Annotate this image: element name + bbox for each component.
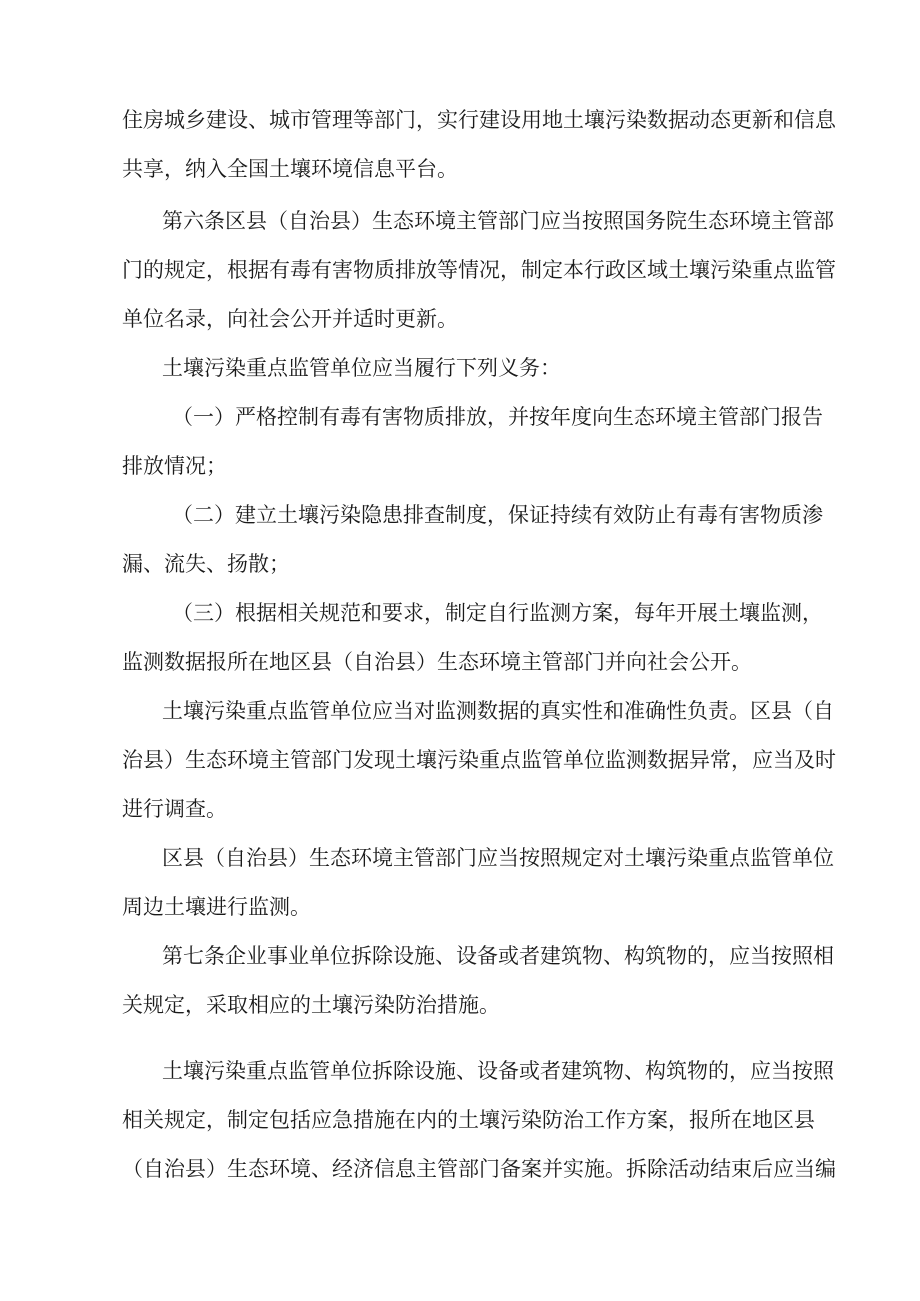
document-page: 住房城乡建设、城市管理等部门，实行建设用地土壤污染数据动态更新和信息 共享，纳入全国土壤环境信息平台。 第六条区县（自治县）生态环境主管部门应当按照国务院生态环境主管部 门的规定，根据有毒有害物质排放等情况，制定本行政区域土壤污染重点监管 单位名录，向社会公开并适时更新。 土壤污染重点监管单位应当履行下列义务： （一）严格控制有毒有害物质排放，并按年度向生态环境主管部门报告 排放情况； （二）建立土壤污染隐患排查制度，保证持续有效防止有毒有害物质渗 漏、流失、扬散； （三）根据相关规范和要求，制定自行监测方案，每年开展土壤监测， 监测数据报所在地区县（自治县）生态环境主管部门并向社会公开。 土壤污染重点监管单位应当对监测数据的真实性和准确性负责。区县（自 治县）生态环境主管部门发现土壤污染重点监管单位监测数据异常，应当及时 进行调查。 区县（自治县）生态环境主管部门应当按照规定对土壤污染重点监管单位 周边土壤进行监测。 第七条企业事业单位拆除设施、设备或者建筑物、构筑物的，应当按照相 关规定，采取相应的土壤污染防治措施。 土壤污染重点监管单位拆除设施、设备或者建筑物、构筑物的，应当按照 相关规定，制定包括应急措施在内的土壤污染防治工作方案，报所在地区县 （自治县）生态环境、经济信息主管部门备案并实施。拆除活动结束后应当编 bbox=[122, 108, 836, 1181]
